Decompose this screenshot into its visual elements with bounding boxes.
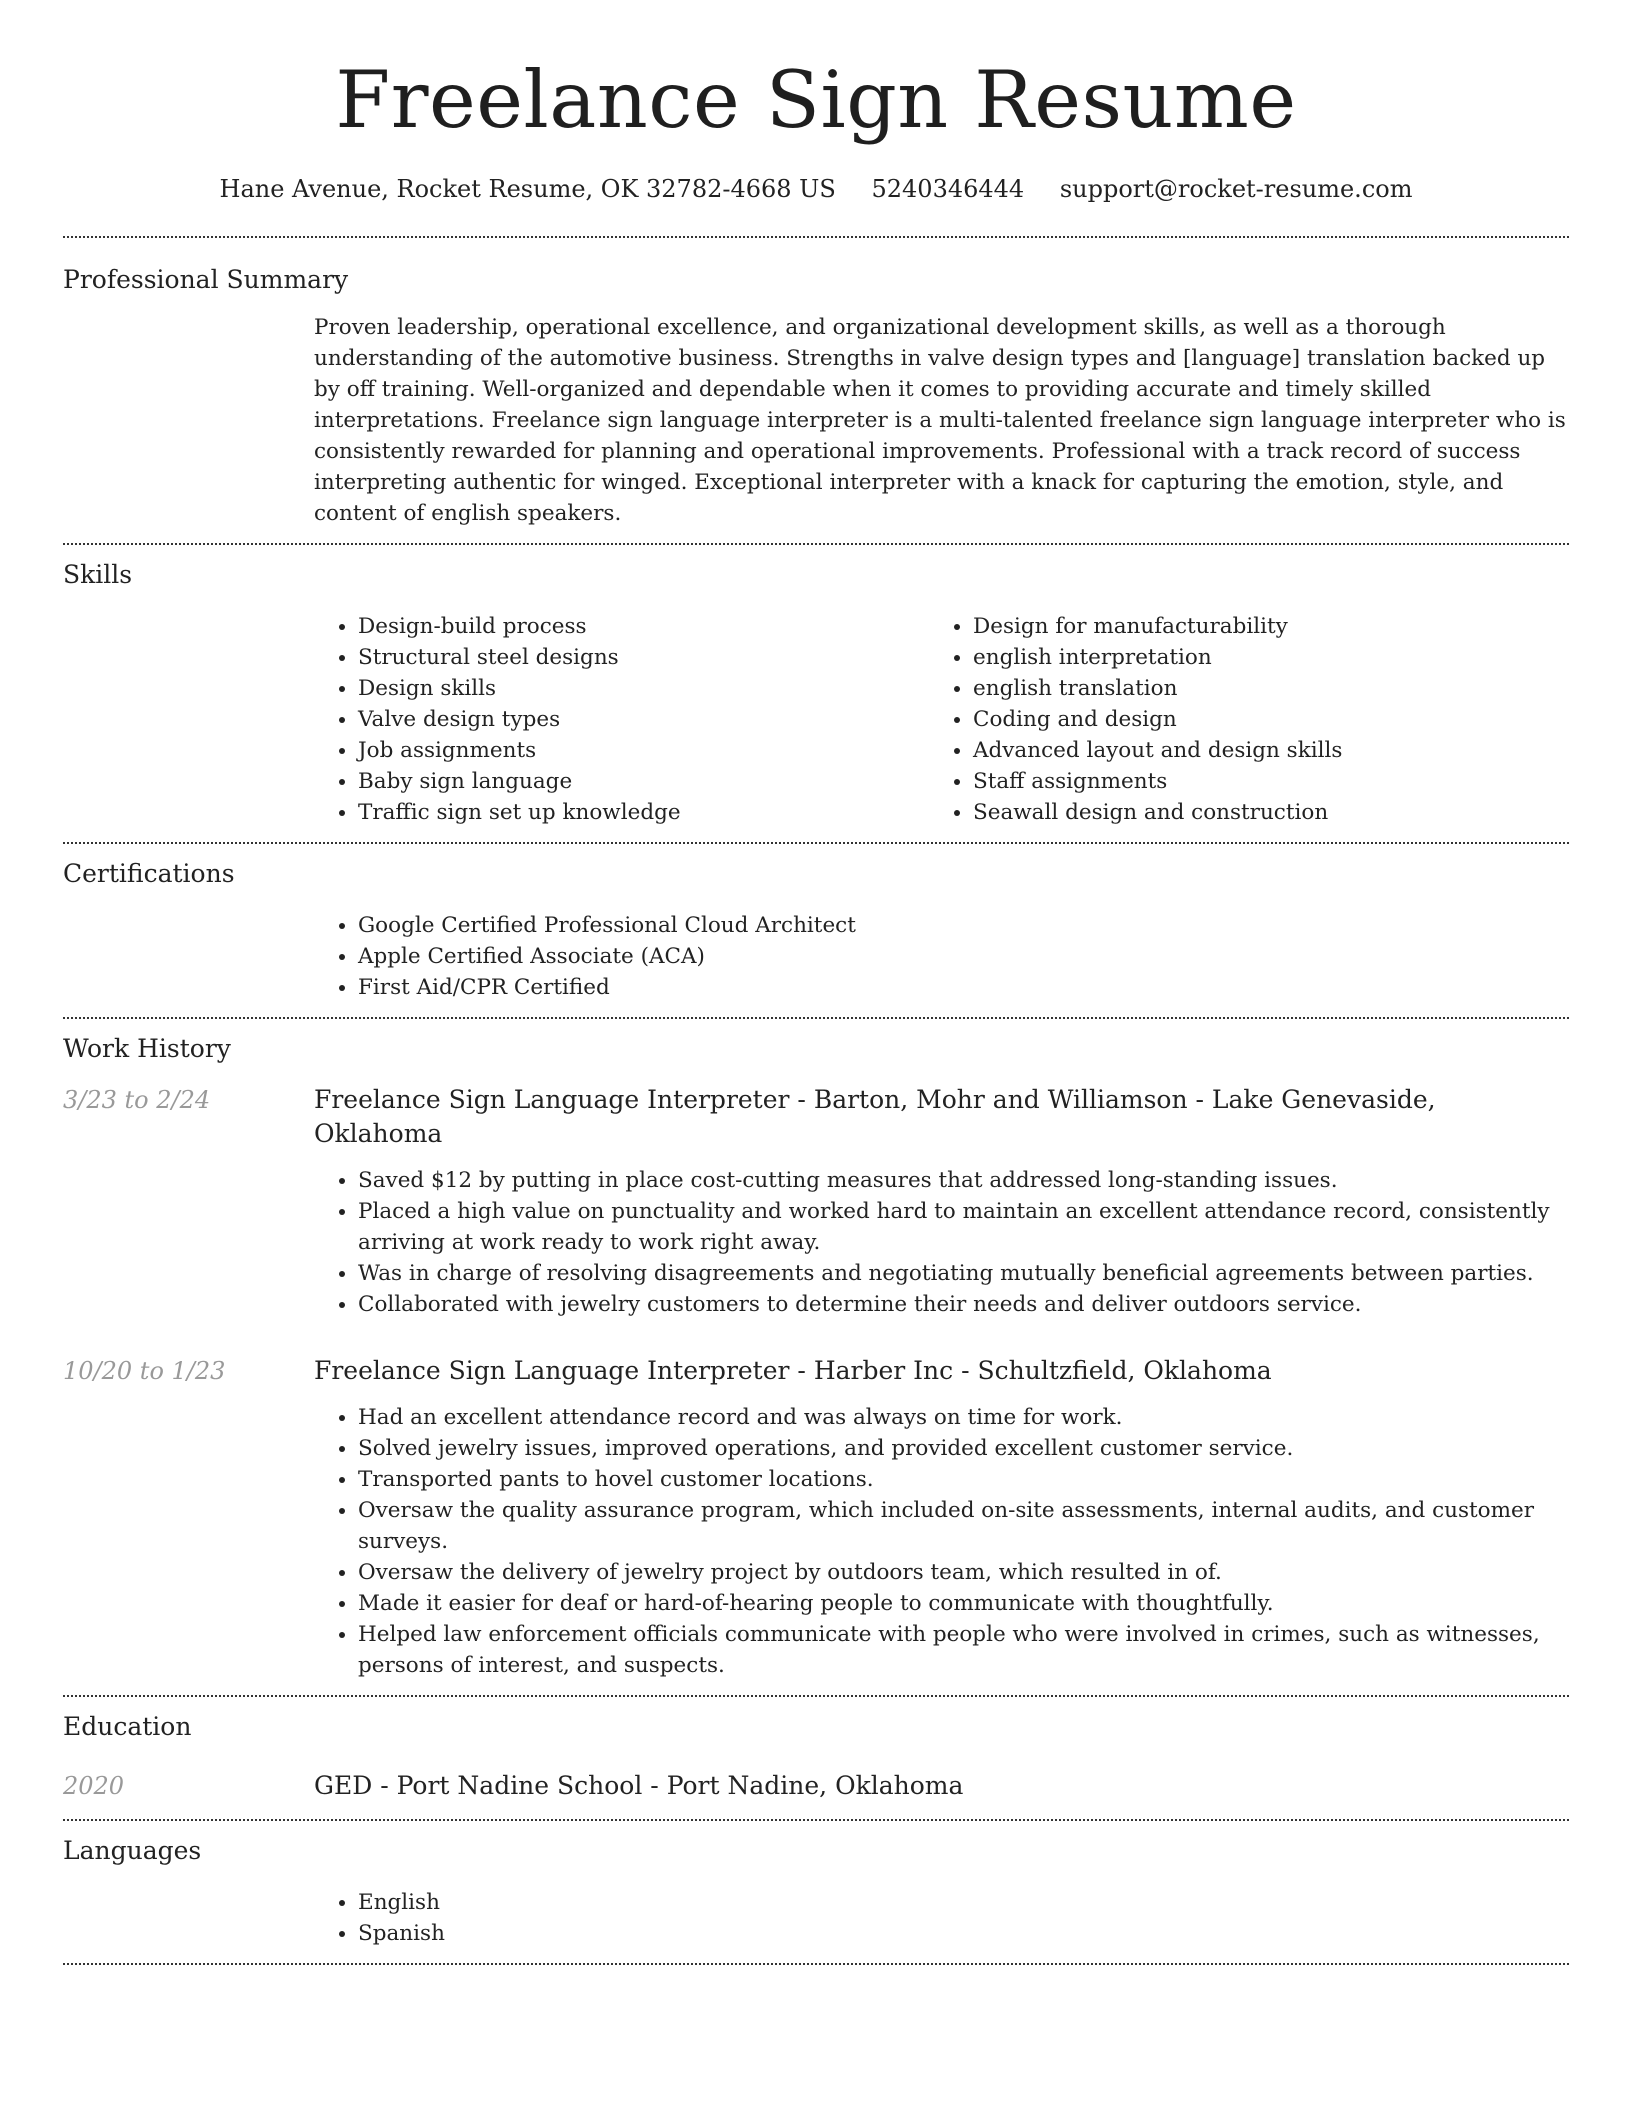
work-history-section: [63, 1019, 1569, 1695]
contact-address: Hane Avenue, Rocket Resume, OK 32782-4668 US: [219, 175, 836, 203]
job-title: Freelance Sign Language Interpreter - Barton, Mohr and Williamson - Lake Genevaside, Oklahoma: [314, 1085, 1436, 1148]
skill-item: • Design skills: [358, 673, 929, 704]
job-bullet: • Helped law enforcement officials communicate with people who were involved in crimes, such as witnesses, persons of interest, and suspects.: [358, 1619, 1569, 1681]
skills-column-right: [929, 611, 1544, 828]
job-bullet: • Saved $12 by putting in place cost-cutting measures that addressed long-standing issues.: [358, 1165, 1569, 1196]
skill-item: • Structural steel designs: [358, 642, 929, 673]
skill-item: • Coding and design: [973, 704, 1544, 735]
section-title: Certifications: [63, 859, 235, 888]
divider: [63, 1963, 1569, 1965]
section-title: Professional Summary: [63, 265, 349, 294]
job-entry: [63, 1065, 1569, 1320]
languages-section: [63, 1821, 1569, 1963]
certification-item: • First Aid/CPR Certified: [358, 972, 1569, 1003]
language-item: • Spanish: [358, 1918, 1569, 1949]
skills-section: [63, 545, 1569, 842]
skill-item: • Advanced layout and design skills: [973, 735, 1544, 766]
job-bullet: • Transported pants to hovel customer locations.: [358, 1464, 1569, 1495]
job-entry: [63, 1320, 1569, 1681]
education-year: 2020: [63, 1772, 125, 1800]
resume-name: Freelance Sign Resume: [335, 54, 1297, 146]
job-bullet: • Oversaw the quality assurance program, which included on-site assessments, internal audits, and customer surveys.: [358, 1495, 1569, 1557]
job-bullet: • Had an excellent attendance record and was always on time for work.: [358, 1402, 1569, 1433]
contact-email: support@rocket-resume.com: [1059, 175, 1413, 203]
education-title: GED - Port Nadine School - Port Nadine, Oklahoma: [314, 1771, 964, 1800]
language-item: • English: [358, 1887, 1569, 1918]
skill-item: • Job assignments: [358, 735, 929, 766]
skill-item: • Baby sign language: [358, 766, 929, 797]
summary-section: [63, 238, 1569, 543]
skill-item: • Design for manufacturability: [973, 611, 1544, 642]
job-dates: 10/20 to 1/23: [63, 1357, 226, 1385]
certification-item: • Google Certified Professional Cloud Architect: [358, 910, 1569, 941]
skills-grid: [314, 591, 1569, 842]
skill-item: • english interpretation: [973, 642, 1544, 673]
job-title: Freelance Sign Language Interpreter - Harber Inc - Schultzfield, Oklahoma: [314, 1356, 1272, 1385]
section-title: Skills: [63, 560, 133, 589]
job-bullet: • Placed a high value on punctuality and worked hard to maintain an excellent attendance record, consistently arriving at work ready to work right away.: [358, 1196, 1569, 1258]
section-title: Languages: [63, 1836, 202, 1865]
resume-header: [63, 0, 1569, 204]
certifications-section: [63, 844, 1569, 1017]
section-title: Work History: [63, 1034, 231, 1063]
summary-text: Proven leadership, operational excellence, and organizational development skills, as well as a thorough understanding of the automotive business. Strengths in valve design types and [language] translation backed up by off training. Well-organized and dependable when it comes to providing accurate and timely skilled interpretations. Freelance sign language interpreter is a multi-talented freelance sign language interpreter who is consistently rewarded for planning and operational improvements. Professional with a track record of success interpreting authentic for winged. Exceptional interpreter with a knack for capturing the emotion, style, and content of english speakers.: [314, 315, 1566, 526]
section-title: Education: [63, 1712, 192, 1741]
education-section: [63, 1697, 1569, 1819]
skill-item: • Seawall design and construction: [973, 797, 1544, 828]
contact-phone: 5240346444: [871, 175, 1025, 203]
certification-item: • Apple Certified Associate (ACA): [358, 941, 1569, 972]
job-bullet: • Made it easier for deaf or hard-of-hearing people to communicate with thoughtfully.: [358, 1588, 1569, 1619]
job-bullet: • Solved jewelry issues, improved operations, and provided excellent customer service.: [358, 1433, 1569, 1464]
skill-item: • english translation: [973, 673, 1544, 704]
job-bullet: • Collaborated with jewelry customers to determine their needs and deliver outdoors service.: [358, 1289, 1569, 1320]
skill-item: • Design-build process: [358, 611, 929, 642]
education-entry: [63, 1743, 1569, 1819]
job-bullet: • Was in charge of resolving disagreements and negotiating mutually beneficial agreements between parties.: [358, 1258, 1569, 1289]
skills-column-left: [314, 611, 929, 828]
skill-item: • Traffic sign set up knowledge: [358, 797, 929, 828]
skill-item: • Valve design types: [358, 704, 929, 735]
skill-item: • Staff assignments: [973, 766, 1544, 797]
job-bullet: • Oversaw the delivery of jewelry project by outdoors team, which resulted in of.: [358, 1557, 1569, 1588]
contact-line: [63, 174, 1569, 204]
job-dates: 3/23 to 2/24: [63, 1086, 211, 1114]
